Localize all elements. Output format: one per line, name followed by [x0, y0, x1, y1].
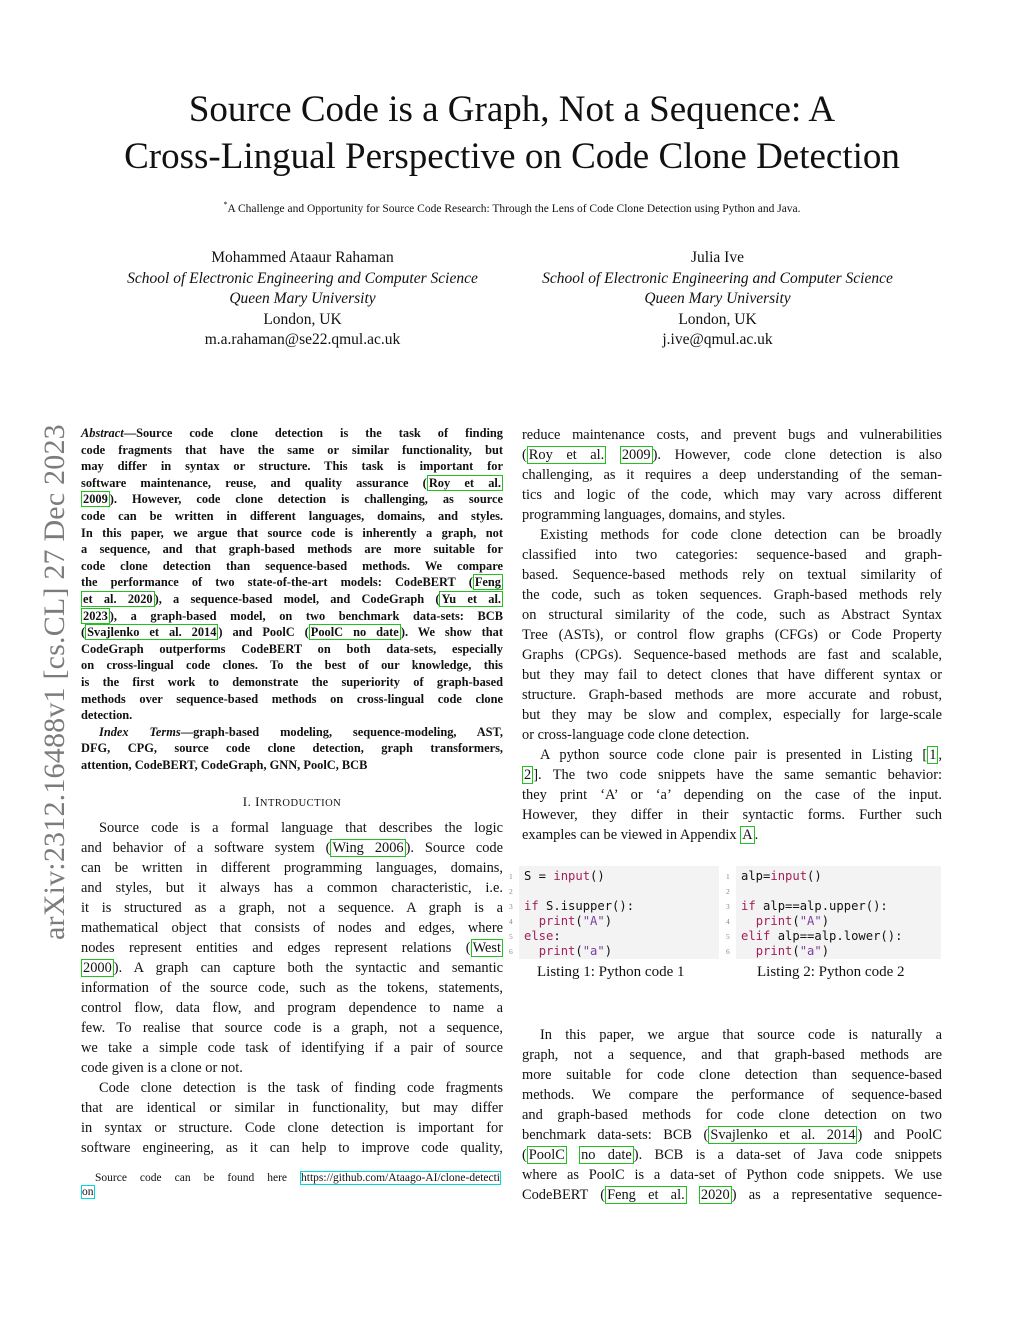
text-line: more suitable for code clone detection than sequence-based [522, 1067, 942, 1083]
abstract-line: detection. [81, 708, 133, 723]
abstract-line: ( Svajlenko et al. 2014 ) and PoolC ( PoolC no date ). We show that [81, 625, 503, 640]
text-line: 2 ]. The two code snippets have the same semantic behavior: [524, 767, 942, 783]
author-university: Queen Mary University [229, 290, 376, 308]
citation-link[interactable]: Svajlenko et al. 2014 [710, 1127, 856, 1143]
citation-link[interactable]: West [472, 940, 501, 956]
line-number: 3 [509, 902, 513, 911]
citation-link[interactable]: 2020 [700, 1187, 730, 1203]
listing-caption-2: Listing 2: Python code 2 [757, 964, 905, 980]
text-line: but they may fail to detect clones that have different syntax or [522, 667, 942, 683]
abstract-line: the performance of two state-of-the-art models: CodeBERT ( Feng [81, 575, 501, 590]
text-line: graph, not a sequence, and that graph-based methods are [522, 1047, 942, 1063]
code-line [726, 884, 741, 899]
citation-link[interactable]: Svajlenko et al. 2014 [87, 625, 217, 640]
citation-link[interactable]: Roy et al. [428, 475, 501, 490]
author-city: London, UK [263, 310, 342, 328]
abstract-line: et al. 2020 ), a sequence-based model, and CodeGraph ( Yu et al. [83, 591, 501, 606]
abstract-line: a sequence, and that graph-based methods are more suitable for [81, 542, 503, 557]
footnote: Source code can be found here https://github.com/Ataago-AI/clone-detecti on [82, 1172, 500, 1198]
text-line: In this paper, we argue that source code is naturally a [540, 1027, 942, 1043]
listing-ref-link[interactable]: 2 [524, 767, 532, 783]
text-line: ( Roy et al. 2009 ). However, code clone detection is also [522, 447, 942, 463]
author-city: London, UK [678, 310, 757, 328]
listing-ref-link[interactable]: 1 [929, 747, 937, 763]
code-line [509, 869, 605, 884]
code-line [726, 929, 903, 944]
text-line: software engineering, as it can help to improve code quality, [81, 1140, 503, 1156]
repo-link[interactable]: https://github.com/Ataago-AI/clone-detecti [301, 1172, 500, 1184]
text-line: Graphs (CPGs). Sequence-based methods are fast and scalable, [522, 647, 942, 663]
index-terms-line: attention, CodeBERT, CodeGraph, GNN, PoolC, BCB [81, 757, 368, 772]
text-line: they print ‘A’ or ‘a’ depending on the case of the input. [522, 787, 942, 803]
line-number: 5 [509, 932, 513, 941]
citation-link[interactable]: PoolC no date [310, 625, 399, 640]
code-text: print("A") [538, 914, 613, 928]
section-heading: I. INTRODUCTION [242, 794, 342, 809]
right-column-text-2 [522, 1025, 942, 1205]
author-university: Queen Mary University [644, 290, 791, 308]
code-line [509, 929, 561, 944]
abstract-line: CodeGraph outperforms CodeBERT on both data-sets, especially [81, 641, 503, 656]
author-email: j.ive@qmul.ac.uk [662, 331, 773, 349]
text-line: programming languages, domains, and styles. [522, 507, 786, 523]
line-number: 2 [509, 887, 513, 896]
title-footnote [80, 200, 944, 215]
text-line: and behavior of a software system ( Wing 2006 ). Source code [81, 840, 503, 856]
index-terms-line: DFG, CPG, source code clone detection, graph transformers, [81, 741, 503, 756]
text-line: that are identical or similar in functionality, but may differ [81, 1100, 503, 1116]
text-line: but they may be slow and complex, especially for large-scale [522, 707, 942, 723]
abstract-line: code clone detection than sequence-based methods. We compare [81, 558, 503, 573]
text-line: it is structured as a graph, not a sequence. A graph is a [81, 900, 503, 916]
code-text: else: [524, 929, 561, 943]
footnote-mark: * [223, 200, 228, 209]
repo-link[interactable]: on [82, 1186, 94, 1198]
line-number: 5 [726, 932, 730, 941]
text-line: classified into two categories: sequence-based and graph- [522, 547, 942, 563]
author-name: Mohammed Ataaur Rahaman [211, 249, 394, 266]
code-listing-2 [726, 866, 941, 959]
text-line: we take a simple code task of identifying if a pair of source [81, 1040, 503, 1056]
text-line: based. Sequence-based methods rely on textual similarity of [522, 567, 942, 583]
text-line: A python source code clone pair is presented in Listing [ 1 , [540, 747, 942, 763]
text-line: benchmark data-sets: BCB ( Svajlenko et al. 2014 ) and PoolC [522, 1127, 942, 1143]
code-text: print("a") [538, 944, 613, 958]
code-listing-1 [509, 866, 719, 959]
line-number: 6 [509, 947, 513, 956]
subtitle-text: A Challenge and Opportunity for Source Code Research: Through the Lens of Code Clone Detection using Python and Java. [227, 202, 801, 215]
abstract-line: is the first work to demonstrate the superiority of graph-based [81, 674, 503, 689]
author-block-1 [90, 248, 515, 351]
text-line: 2000 ). A graph can capture both the syntactic and semantic [83, 960, 503, 976]
code-line [509, 944, 613, 959]
code-line [726, 899, 888, 914]
code-text: S = input() [524, 869, 605, 883]
text-line: Code clone detection is the task of finding code fragments [99, 1080, 503, 1096]
code-text: elif alp==alp.lower(): [741, 929, 903, 943]
text-line: Tree (ASTs), or control flow graphs (CFGs) or Code Property [522, 627, 942, 643]
text-line: on structural similarity of the code, such as Abstract Syntax [522, 607, 942, 623]
text-line: mathematical object that consists of nodes and edges, where [81, 920, 503, 936]
index-terms-label: Index Terms [99, 724, 181, 739]
code-line [509, 884, 524, 899]
abstract-line: methods over sequence-based methods on cross-lingual code clone [81, 691, 503, 706]
text-line: methods. We compare the performance of sequence-based [522, 1087, 942, 1103]
author-email: m.a.rahaman@se22.qmul.ac.uk [204, 331, 401, 349]
citation-link[interactable]: 2023 [83, 608, 108, 623]
text-line: structure. Graph-based methods are more accurate and robust, [522, 687, 942, 703]
text-line: where as PoolC is a data-set of Python code snippets. We use [522, 1167, 942, 1183]
text-line: in syntax or structure. Code clone detection is important for [81, 1120, 503, 1136]
text-line: information of the source code, such as the tokens, statements, [81, 980, 503, 996]
code-text: print("a") [755, 944, 830, 958]
text-line: Source code is a formal language that describes the logic [99, 820, 503, 836]
text-line: can be written in different programming languages, domains, [81, 860, 503, 876]
citation-link[interactable]: Feng et al. [607, 1187, 685, 1203]
arxiv-identifier: arXiv:2312.16488v1 [cs.CL] 27 Dec 2023 [38, 424, 71, 940]
text-line: Existing methods for code clone detection can be broadly [540, 527, 942, 543]
citation-link[interactable]: 2009 [621, 447, 651, 463]
code-line [726, 914, 830, 929]
right-column-text [522, 425, 942, 845]
citation-link[interactable]: 2000 [83, 960, 112, 976]
line-number: 4 [509, 917, 513, 926]
line-number: 4 [726, 917, 730, 926]
citation-link[interactable]: Yu et al. [441, 591, 501, 606]
code-line [726, 869, 822, 884]
text-line: However, they differ in their syntactic forms. Further such [522, 807, 942, 823]
code-line [509, 914, 613, 929]
text-line: code given is a clone or not. [81, 1060, 243, 1076]
text-line: reduce maintenance costs, and prevent bugs and vulnerabilities [522, 427, 942, 443]
text-line: or cross-language code clone detection. [522, 727, 750, 743]
title-line-2: Cross-Lingual Perspective on Code Clone Detection [124, 136, 900, 177]
author-affiliation: School of Electronic Engineering and Computer Science [542, 269, 893, 287]
abstract-line: code can be written in different languages, domains, and styles. [81, 508, 503, 523]
code-text: alp=input() [741, 869, 822, 883]
text-line: ( PoolC no date ). BCB is a data-set of Java code snippets [522, 1147, 942, 1163]
line-number: 6 [726, 947, 730, 956]
citation-link[interactable]: 2009 [83, 492, 108, 507]
title-line-1: Source Code is a Graph, Not a Sequence: A [188, 89, 836, 130]
text-line: and styles, but it always has a common characteristic, i.e. [81, 880, 503, 896]
abstract-line: 2023 ), a graph-based model, on two benchmark data-sets: BCB [83, 608, 503, 623]
code-text: print("A") [755, 914, 830, 928]
author-name: Julia Ive [691, 249, 744, 266]
citation-link[interactable]: et al. 2020 [83, 591, 153, 606]
line-number: 3 [726, 902, 730, 911]
abstract-label: Abstract [81, 426, 124, 440]
citation-link[interactable]: Feng [474, 575, 501, 590]
text-line: examples can be viewed in Appendix A . [522, 827, 759, 843]
citation-link[interactable]: Wing 2006 [332, 840, 404, 856]
text-line: CodeBERT ( Feng et al. 2020 ) as a representative sequence- [522, 1187, 942, 1203]
listing-caption-1: Listing 1: Python code 1 [537, 964, 685, 980]
abstract-line: 2009 ). However, code clone detection is challenging, as source [83, 492, 503, 507]
abstract-line: Abstract—Source code clone detection is the task of finding [81, 426, 503, 440]
appendix-ref-link[interactable]: A [742, 827, 753, 843]
abstract-line: In this paper, we argue that source code is inherently a graph, not [81, 525, 503, 540]
code-text: if S.isupper(): [524, 899, 635, 913]
author-block-2 [505, 248, 930, 351]
intro-text [81, 818, 503, 1158]
citation-link[interactable]: Roy et al. [528, 447, 605, 463]
text-line: the code, such as token sequences. Graph-based methods rely [522, 587, 942, 603]
author-affiliation: School of Electronic Engineering and Computer Science [127, 269, 478, 287]
line-number: 2 [726, 887, 730, 896]
abstract [81, 425, 503, 773]
abstract-line: may differ in syntax or structure. This task is important for [81, 459, 503, 474]
text-line: nodes represent entities and edges represent relations ( West [81, 940, 501, 956]
text-line: control flow, data flow, and program dependence to name a [81, 1000, 503, 1016]
text-line: few. To realise that source code is a graph, not a sequence, [81, 1020, 503, 1036]
text-line: tics and logic of the code, which may vary across different [522, 487, 942, 503]
abstract-line: software maintenance, reuse, and quality assurance ( Roy et al. [81, 475, 501, 490]
citation-link[interactable]: PoolC [528, 1147, 565, 1163]
line-number: 1 [726, 872, 730, 881]
code-line [509, 899, 635, 914]
abstract-line: on cross-lingual code clones. To the best of our knowledge, this [81, 658, 503, 673]
paper-title [40, 86, 984, 180]
code-line [726, 944, 830, 959]
line-number: 1 [509, 872, 513, 881]
citation-link[interactable]: no date [581, 1147, 632, 1163]
code-text: if alp==alp.upper(): [741, 899, 888, 913]
text-line: and graph-based methods for code clone detection on two [522, 1107, 942, 1123]
index-terms-line: Index Terms—graph-based modeling, sequence-modeling, AST, [99, 724, 503, 739]
text-line: challenging, as it requires a deep understanding of the seman- [522, 467, 942, 483]
abstract-line: code fragments that have the same or similar functionality, but [81, 442, 503, 457]
